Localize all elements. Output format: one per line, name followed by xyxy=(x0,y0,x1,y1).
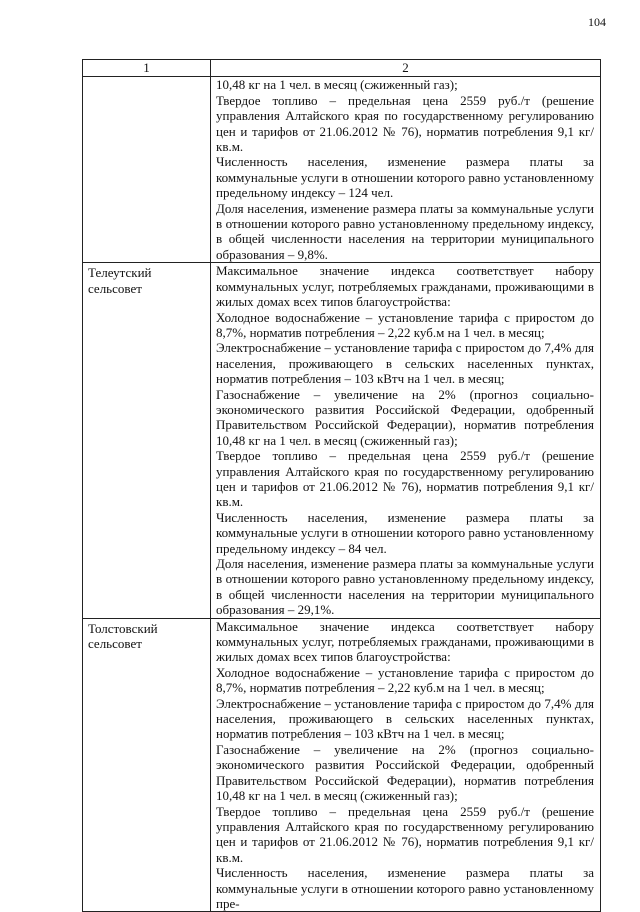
tariff-table xyxy=(82,59,601,912)
municipality-name: Толстовский сельсовет xyxy=(83,618,211,912)
description-paragraph: Доля населения, изменение размера платы за коммунальные услуги в отношении которого равно установленному предельному индексу, в общей численности населения на территории муниципального образования – 9,8%. xyxy=(216,200,594,262)
municipality-name: Телеутский сельсовет xyxy=(83,263,211,618)
description-paragraph: Доля населения, изменение размера платы за коммунальные услуги в отношении которого равно установленному предельному индексу, в общей численности населения на территории муниципального образования – 29,1%. xyxy=(216,556,594,618)
description-paragraph: Электроснабжение – установление тарифа с приростом до 7,4% для населения, проживающего в сельских населенных пунктах, норматив потребления – 103 кВтч на 1 чел. в месяц; xyxy=(216,340,594,387)
description-paragraph: Твердое топливо – предельная цена 2559 руб./т (решение управления Алтайского края по государственному регулированию цен и тарифов от 21.06.2012 № 76), норматив потребления 9,1 кг/кв.м. xyxy=(216,92,594,155)
tariff-description xyxy=(211,263,601,618)
tariff-description xyxy=(211,618,601,912)
column-header-2: 2 xyxy=(211,60,601,77)
description-paragraph: Твердое топливо – предельная цена 2559 руб./т (решение управления Алтайского края по государственному регулированию цен и тарифов от 21.06.2012 № 76), норматив потребления 9,1 кг/кв.м. xyxy=(216,448,594,510)
description-paragraph: Максимальное значение индекса соответствует набору коммунальных услуг, потребляемых гражданами, проживающими в жилых домах всех типов благоустройства: xyxy=(216,263,594,310)
table-header-row xyxy=(83,60,601,77)
description-paragraph: Твердое топливо – предельная цена 2559 руб./т (решение управления Алтайского края по государственному регулированию цен и тарифов от 21.06.2012 № 76), норматив потребления 9,1 кг/кв.м. xyxy=(216,803,594,865)
municipality-name xyxy=(83,77,211,263)
tariff-description xyxy=(211,77,601,263)
description-paragraph: Численность населения, изменение размера платы за коммунальные услуги в отношении которого равно установленному предельному индексу – 84 чел. xyxy=(216,509,594,556)
table-row xyxy=(83,263,601,618)
description-paragraph: Газоснабжение – увеличение на 2% (прогноз социально-экономического развития Российской Федерации, одобренный Правительством Российской Федерации), норматив потребления 10,48 кг на 1 чел. в месяц (сжиженный газ); xyxy=(216,386,594,448)
description-paragraph: Холодное водоснабжение – установление тарифа с приростом до 8,7%, норматив потребления – 2,22 куб.м на 1 чел. в месяц; xyxy=(216,309,594,340)
description-paragraph: 10,48 кг на 1 чел. в месяц (сжиженный газ); xyxy=(216,77,458,93)
description-paragraph: Численность населения, изменение размера платы за коммунальные услуги в отношении которого равно установленному пре- xyxy=(216,865,594,911)
description-paragraph: Максимальное значение индекса соответствует набору коммунальных услуг, потребляемых гражданами, проживающими в жилых домах всех типов благоустройства: xyxy=(216,618,594,665)
page-number: 104 xyxy=(588,15,606,29)
description-paragraph: Холодное водоснабжение – установление тарифа с приростом до 8,7%, норматив потребления – 2,22 куб.м на 1 чел. в месяц; xyxy=(216,664,594,696)
description-paragraph: Газоснабжение – увеличение на 2% (прогноз социально-экономического развития Российской Федерации, одобренный Правительством Российской Федерации), норматив потребления 10,48 кг на 1 чел. в месяц (сжиженный газ); xyxy=(216,741,594,804)
table-row xyxy=(83,77,601,263)
column-header-1: 1 xyxy=(83,60,211,77)
description-paragraph: Электроснабжение – установление тарифа с приростом до 7,4% для населения, проживающего в сельских населенных пунктах, норматив потребления – 103 кВтч на 1 чел. в месяц; xyxy=(216,695,594,742)
table-row xyxy=(83,618,601,912)
description-paragraph: Численность населения, изменение размера платы за коммунальные услуги в отношении которого равно установленному предельному индексу – 124 чел. xyxy=(216,154,594,201)
